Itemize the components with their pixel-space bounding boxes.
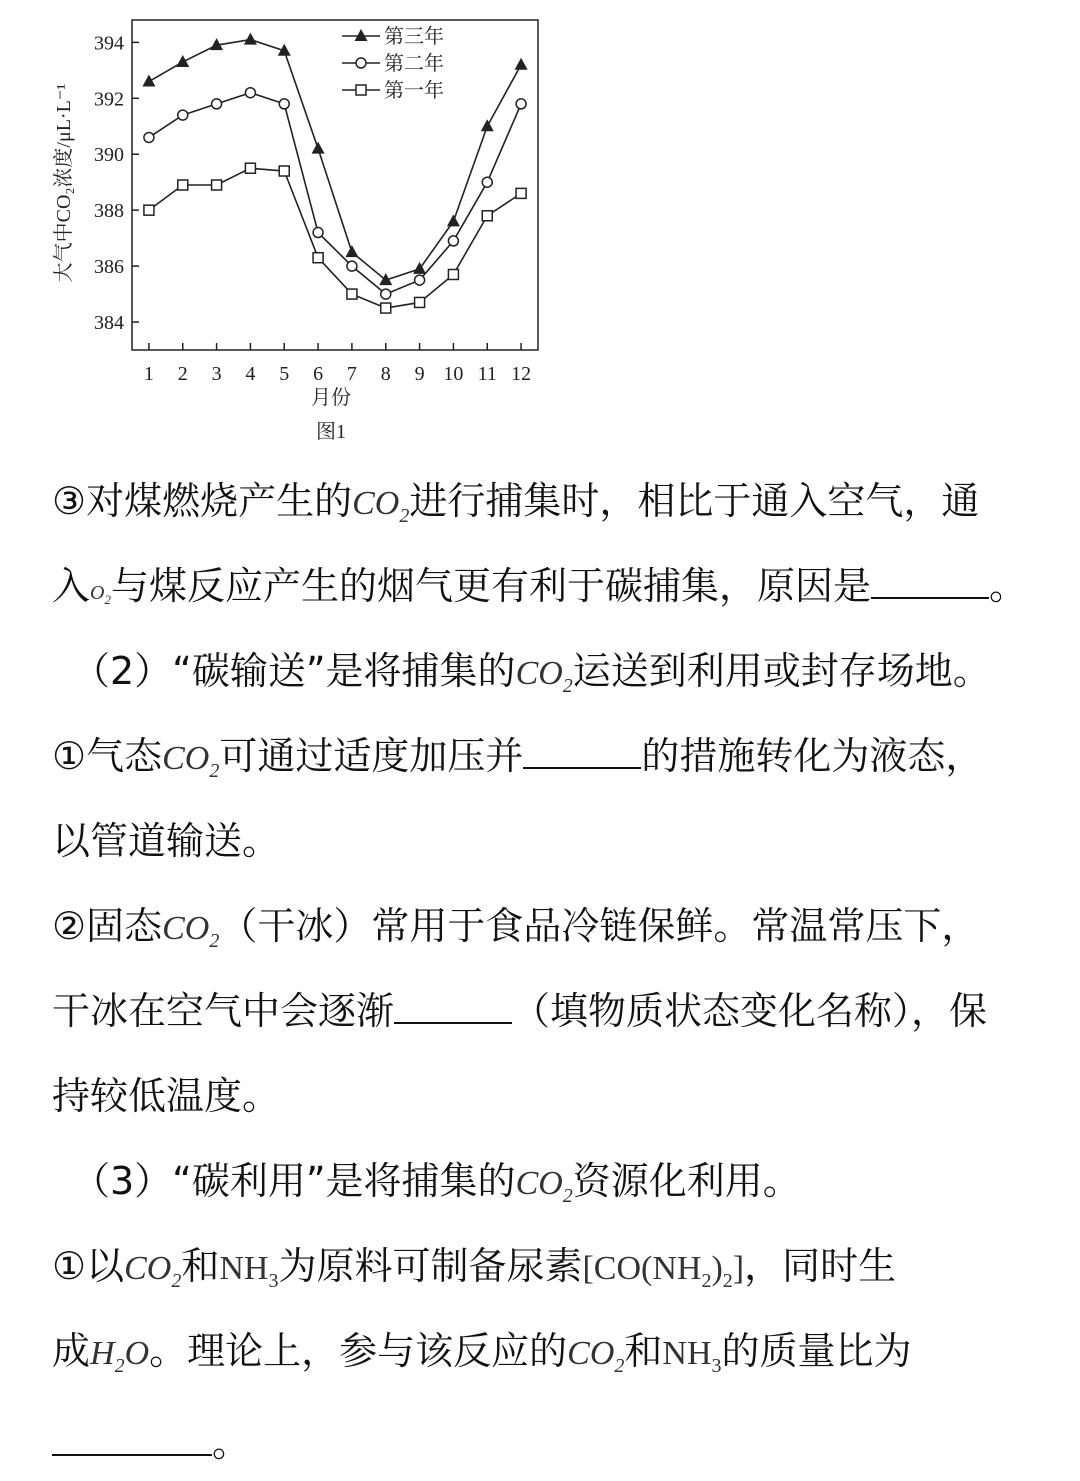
x-tick-label: 3 bbox=[211, 363, 222, 385]
answer-blank-reason[interactable] bbox=[871, 563, 989, 599]
question-line-3: （2）“碳输送”是将捕集的$CO_2$运送到利用或封存场地。 bbox=[72, 649, 991, 697]
figure-caption: 图1 bbox=[316, 421, 346, 443]
legend-label: 第二年 bbox=[384, 53, 444, 75]
data-point bbox=[448, 236, 458, 246]
co2-concentration-chart bbox=[40, 8, 560, 458]
series-line-2 bbox=[149, 93, 521, 294]
y-tick-label: 392 bbox=[94, 88, 124, 111]
question-line-4: ①气态$CO_2$可通过适度加压并 的措施转化为液态， bbox=[52, 734, 984, 782]
legend-label: 第一年 bbox=[384, 80, 444, 102]
formula-co2: $CO_2$ bbox=[515, 655, 573, 697]
data-point bbox=[313, 253, 323, 263]
legend-marker bbox=[355, 29, 368, 41]
data-point bbox=[245, 88, 255, 98]
data-point bbox=[516, 188, 526, 198]
data-point bbox=[515, 58, 528, 70]
formula-co2: $CO_2$ bbox=[515, 1165, 573, 1207]
y-axis-label: 大气中CO₂浓度/μL·L⁻¹ bbox=[53, 83, 75, 283]
legend-marker bbox=[356, 58, 366, 68]
data-point bbox=[448, 269, 458, 279]
x-tick-label: 4 bbox=[245, 363, 256, 385]
x-tick-label: 12 bbox=[511, 363, 532, 385]
question-line-9: （3）“碳利用”是将捕集的$CO_2$资源化利用。 bbox=[72, 1159, 801, 1207]
formula-co2: $CO_2$ bbox=[124, 1250, 182, 1292]
x-tick-label: 10 bbox=[443, 363, 464, 385]
data-point bbox=[481, 119, 494, 131]
y-tick-label: 388 bbox=[94, 200, 124, 223]
data-point bbox=[347, 289, 357, 299]
data-point bbox=[144, 205, 154, 215]
data-point bbox=[142, 75, 155, 87]
data-point bbox=[415, 297, 425, 307]
data-point bbox=[244, 33, 257, 45]
y-tick-label: 386 bbox=[94, 256, 124, 279]
legend-label: 第三年 bbox=[384, 26, 444, 48]
formula-urea: $[CO(NH_2)_2]$ bbox=[582, 1250, 745, 1292]
data-point bbox=[279, 166, 289, 176]
question-line-2: 入$O_2$与煤反应产生的烟气更有利于碳捕集，原因是 。 bbox=[52, 564, 1027, 608]
data-point bbox=[345, 245, 358, 257]
x-tick-label: 1 bbox=[143, 363, 154, 385]
data-point bbox=[516, 99, 526, 109]
x-axis-label: 月份 bbox=[311, 387, 351, 409]
data-point bbox=[482, 177, 492, 187]
data-point bbox=[381, 289, 391, 299]
data-point bbox=[212, 99, 222, 109]
x-tick-label: 11 bbox=[477, 363, 497, 385]
x-tick-label: 6 bbox=[313, 363, 324, 385]
question-line-6: ②固态$CO_2$（干冰）常用于食品冷链保鲜。常温常压下， bbox=[52, 904, 980, 952]
question-line-8: 持较低温度。 bbox=[52, 1074, 281, 1118]
x-tick-label: 5 bbox=[279, 363, 290, 385]
x-tick-label: 9 bbox=[414, 363, 425, 385]
question-line-11: 成$H_2O$。理论上，参与该反应的$CO_2$和$NH_3$的质量比为 bbox=[52, 1329, 912, 1377]
question-line-1: ③对煤燃烧产生的$CO_2$进行捕集时，相比于通入空气，通 bbox=[52, 479, 980, 527]
data-point bbox=[178, 110, 188, 120]
answer-blank-state-change[interactable] bbox=[394, 988, 512, 1024]
answer-blank-method[interactable] bbox=[523, 733, 641, 769]
data-point bbox=[144, 132, 154, 142]
x-tick-label: 7 bbox=[346, 363, 357, 385]
data-point bbox=[381, 303, 391, 313]
x-tick-label: 2 bbox=[177, 363, 188, 385]
data-point bbox=[347, 261, 357, 271]
data-point bbox=[212, 180, 222, 190]
formula-nh3: $NH_3$ bbox=[219, 1250, 279, 1292]
data-point bbox=[313, 228, 323, 238]
data-point bbox=[312, 142, 325, 154]
data-point bbox=[447, 214, 460, 226]
formula-co2: $CO_2$ bbox=[567, 1335, 625, 1377]
data-point bbox=[245, 163, 255, 173]
question-line-5: 以管道输送。 bbox=[52, 819, 281, 863]
legend-marker bbox=[356, 85, 366, 95]
formula-o2: $O_2$ bbox=[90, 582, 111, 607]
data-point bbox=[279, 99, 289, 109]
series-line-1 bbox=[149, 40, 521, 281]
formula-co2: $CO_2$ bbox=[352, 485, 410, 527]
answer-blank-mass-ratio[interactable] bbox=[52, 1420, 212, 1456]
formula-h2o: $H_2O$ bbox=[90, 1335, 150, 1377]
question-line-12: 。 bbox=[52, 1420, 250, 1466]
question-line-10: ①以$CO_2$和$NH_3$为原料可制备尿素$[CO(NH_2)_2]$，同时生 bbox=[52, 1244, 897, 1292]
y-tick-label: 394 bbox=[94, 32, 124, 55]
data-point bbox=[176, 55, 189, 67]
formula-co2: $CO_2$ bbox=[162, 910, 220, 952]
formula-co2: $CO_2$ bbox=[162, 740, 220, 782]
x-tick-label: 8 bbox=[380, 363, 391, 385]
y-tick-label: 390 bbox=[94, 144, 124, 167]
y-tick-label: 384 bbox=[94, 312, 124, 335]
question-line-7: 干冰在空气中会逐渐 （填物质状态变化名称），保 bbox=[52, 989, 988, 1033]
data-point bbox=[415, 275, 425, 285]
data-point bbox=[482, 211, 492, 221]
data-point bbox=[178, 180, 188, 190]
formula-nh3: $NH_3$ bbox=[662, 1335, 722, 1377]
